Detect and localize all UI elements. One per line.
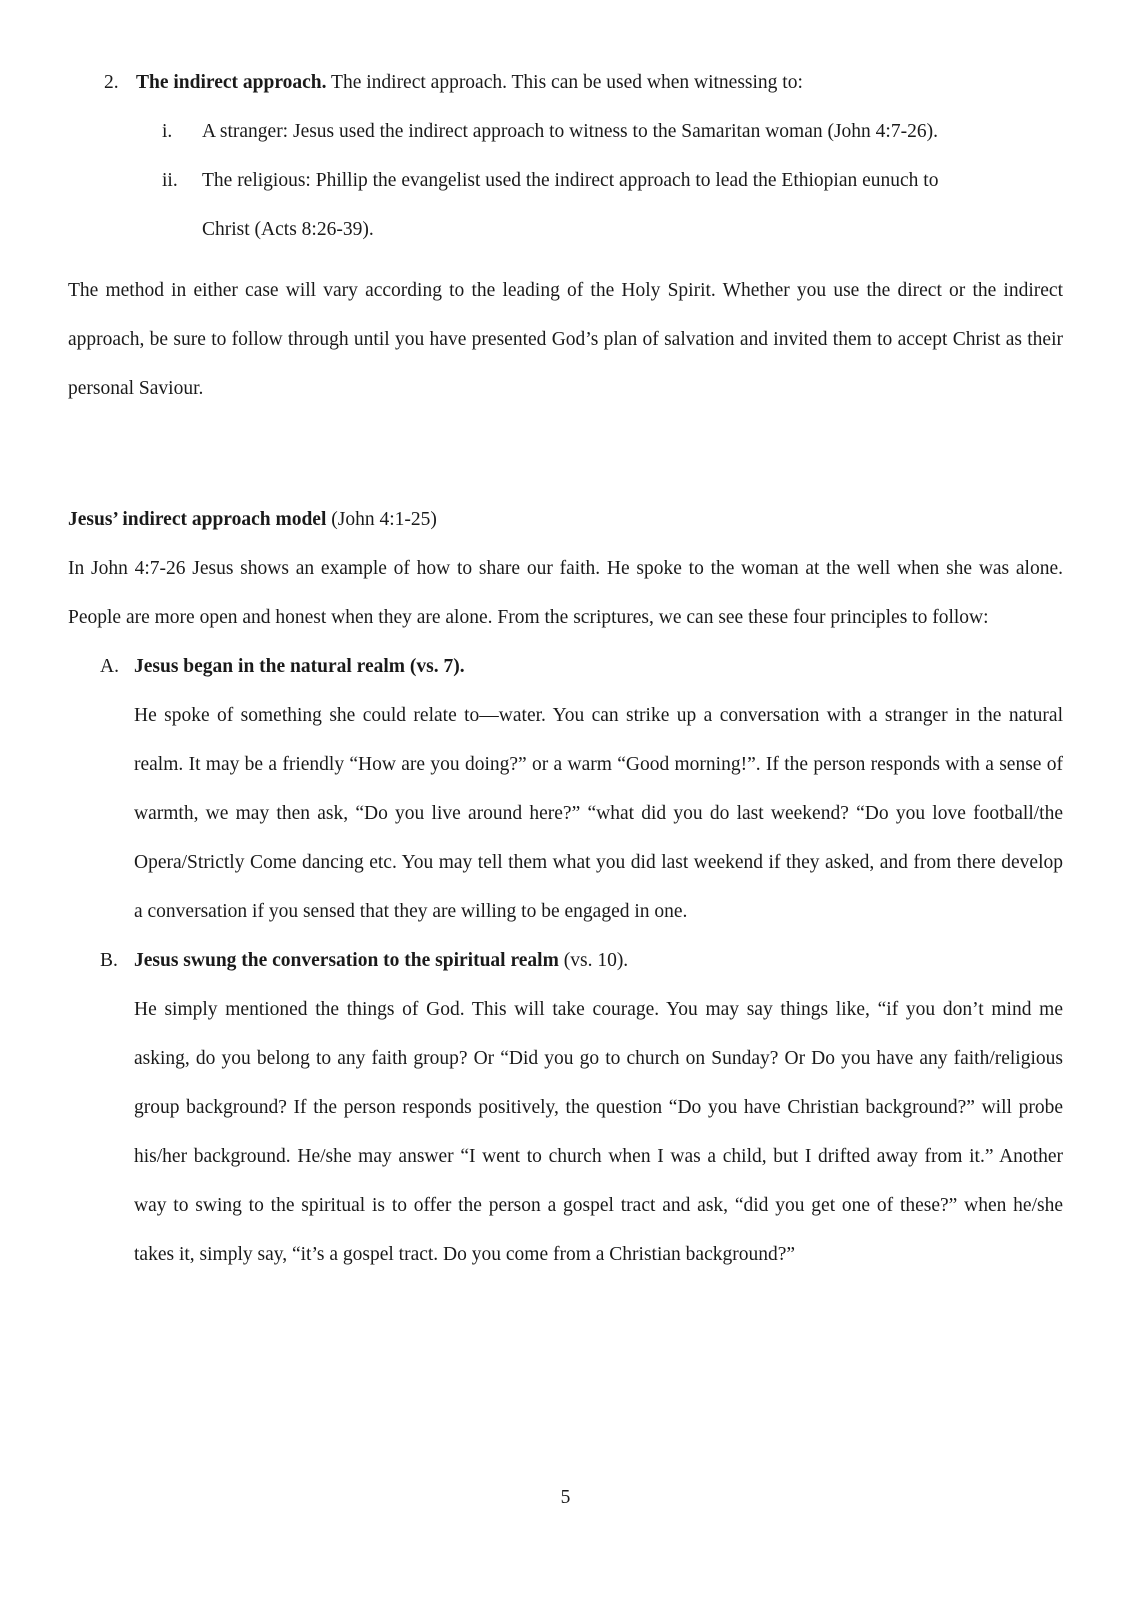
principle-b — [68, 936, 1063, 1279]
numbered-item-2 — [104, 58, 1063, 107]
principle-title: Jesus began in the natural realm (vs. 7). — [134, 656, 465, 677]
principle-heading — [100, 936, 1063, 985]
principle-title-line — [134, 642, 465, 691]
section-heading — [68, 495, 1063, 544]
item-2-body: The indirect approach. This can be used when witnessing to: — [326, 72, 803, 93]
roman-item-line-1: The religious: Phillip the evangelist used the indirect approach to lead the Ethiopian eunuch to — [202, 170, 939, 191]
section-heading-title: Jesus’ indirect approach model — [68, 509, 327, 530]
method-paragraph: The method in either case will vary according to the leading of the Holy Spirit. Whether you use the direct or the indirect approach, be sure to follow through until you have presented God’s plan of salvation and invited them to accept Christ as their personal Saviour. — [68, 280, 1063, 399]
roman-marker: i. — [162, 121, 173, 142]
roman-item-i — [144, 107, 1063, 156]
item-2-title: The indirect approach. — [136, 72, 327, 93]
page-number: 5 — [560, 1487, 571, 1508]
principle-title-line — [134, 936, 628, 985]
intro-paragraph: In John 4:7-26 Jesus shows an example of how to share our faith. He spoke to the woman at the well when she was alone. People are more open and honest when they are alone. From the scriptures, we can see these four principles to follow: — [68, 558, 1063, 628]
item-number: 2. — [104, 72, 119, 93]
principle-title: Jesus swung the conversation to the spiritual realm — [134, 950, 559, 971]
section-heading-ref: (John 4:1-25) — [326, 509, 437, 530]
principle-body: He spoke of something she could relate to—water. You can strike up a conversation with a stranger in the natural realm. It may be a friendly “How are you doing?” or a warm “Good morning!”. If the person responds with a sense of warmth, we may then ask, “Do you live around here?” “what did you do last weekend? “Do you love football/the Opera/Strictly Come dancing etc. You may tell them what you did last weekend if they asked, and from there develop a conversation if you sensed that they are willing to be engaged in one. — [134, 705, 1063, 922]
item-2-text — [136, 58, 803, 107]
roman-list — [144, 107, 1063, 254]
roman-item-text — [202, 156, 1063, 254]
principle-marker: A. — [100, 656, 119, 677]
roman-item-text: A stranger: Jesus used the indirect approach to witness to the Samaritan woman (John 4:7-26). — [202, 121, 938, 142]
principle-heading — [100, 642, 1063, 691]
roman-item-ii — [144, 156, 1063, 254]
principle-marker: B. — [100, 950, 118, 971]
document-page — [68, 58, 1063, 1279]
principle-ref: (vs. 10). — [558, 950, 629, 971]
roman-marker: ii. — [162, 170, 178, 191]
principle-a — [68, 642, 1063, 936]
roman-item-line-2: Christ (Acts 8:26-39). — [202, 219, 374, 240]
principle-body: He simply mentioned the things of God. This will take courage. You may say things like, “if you don’t mind me asking, do you belong to any faith group? Or “Did you go to church on Sunday? Or Do you have any faith/religious group background? If the person responds positively, the question “Do you have Christian background?” will probe his/her background. He/she may answer “I went to church when I was a child, but I drifted away from it.” Another way to swing to the spiritual is to offer the person a gospel tract and ask, “did you get one of these?” when he/she takes it, simply say, “it’s a gospel tract. Do you come from a Christian background?” — [134, 999, 1063, 1265]
